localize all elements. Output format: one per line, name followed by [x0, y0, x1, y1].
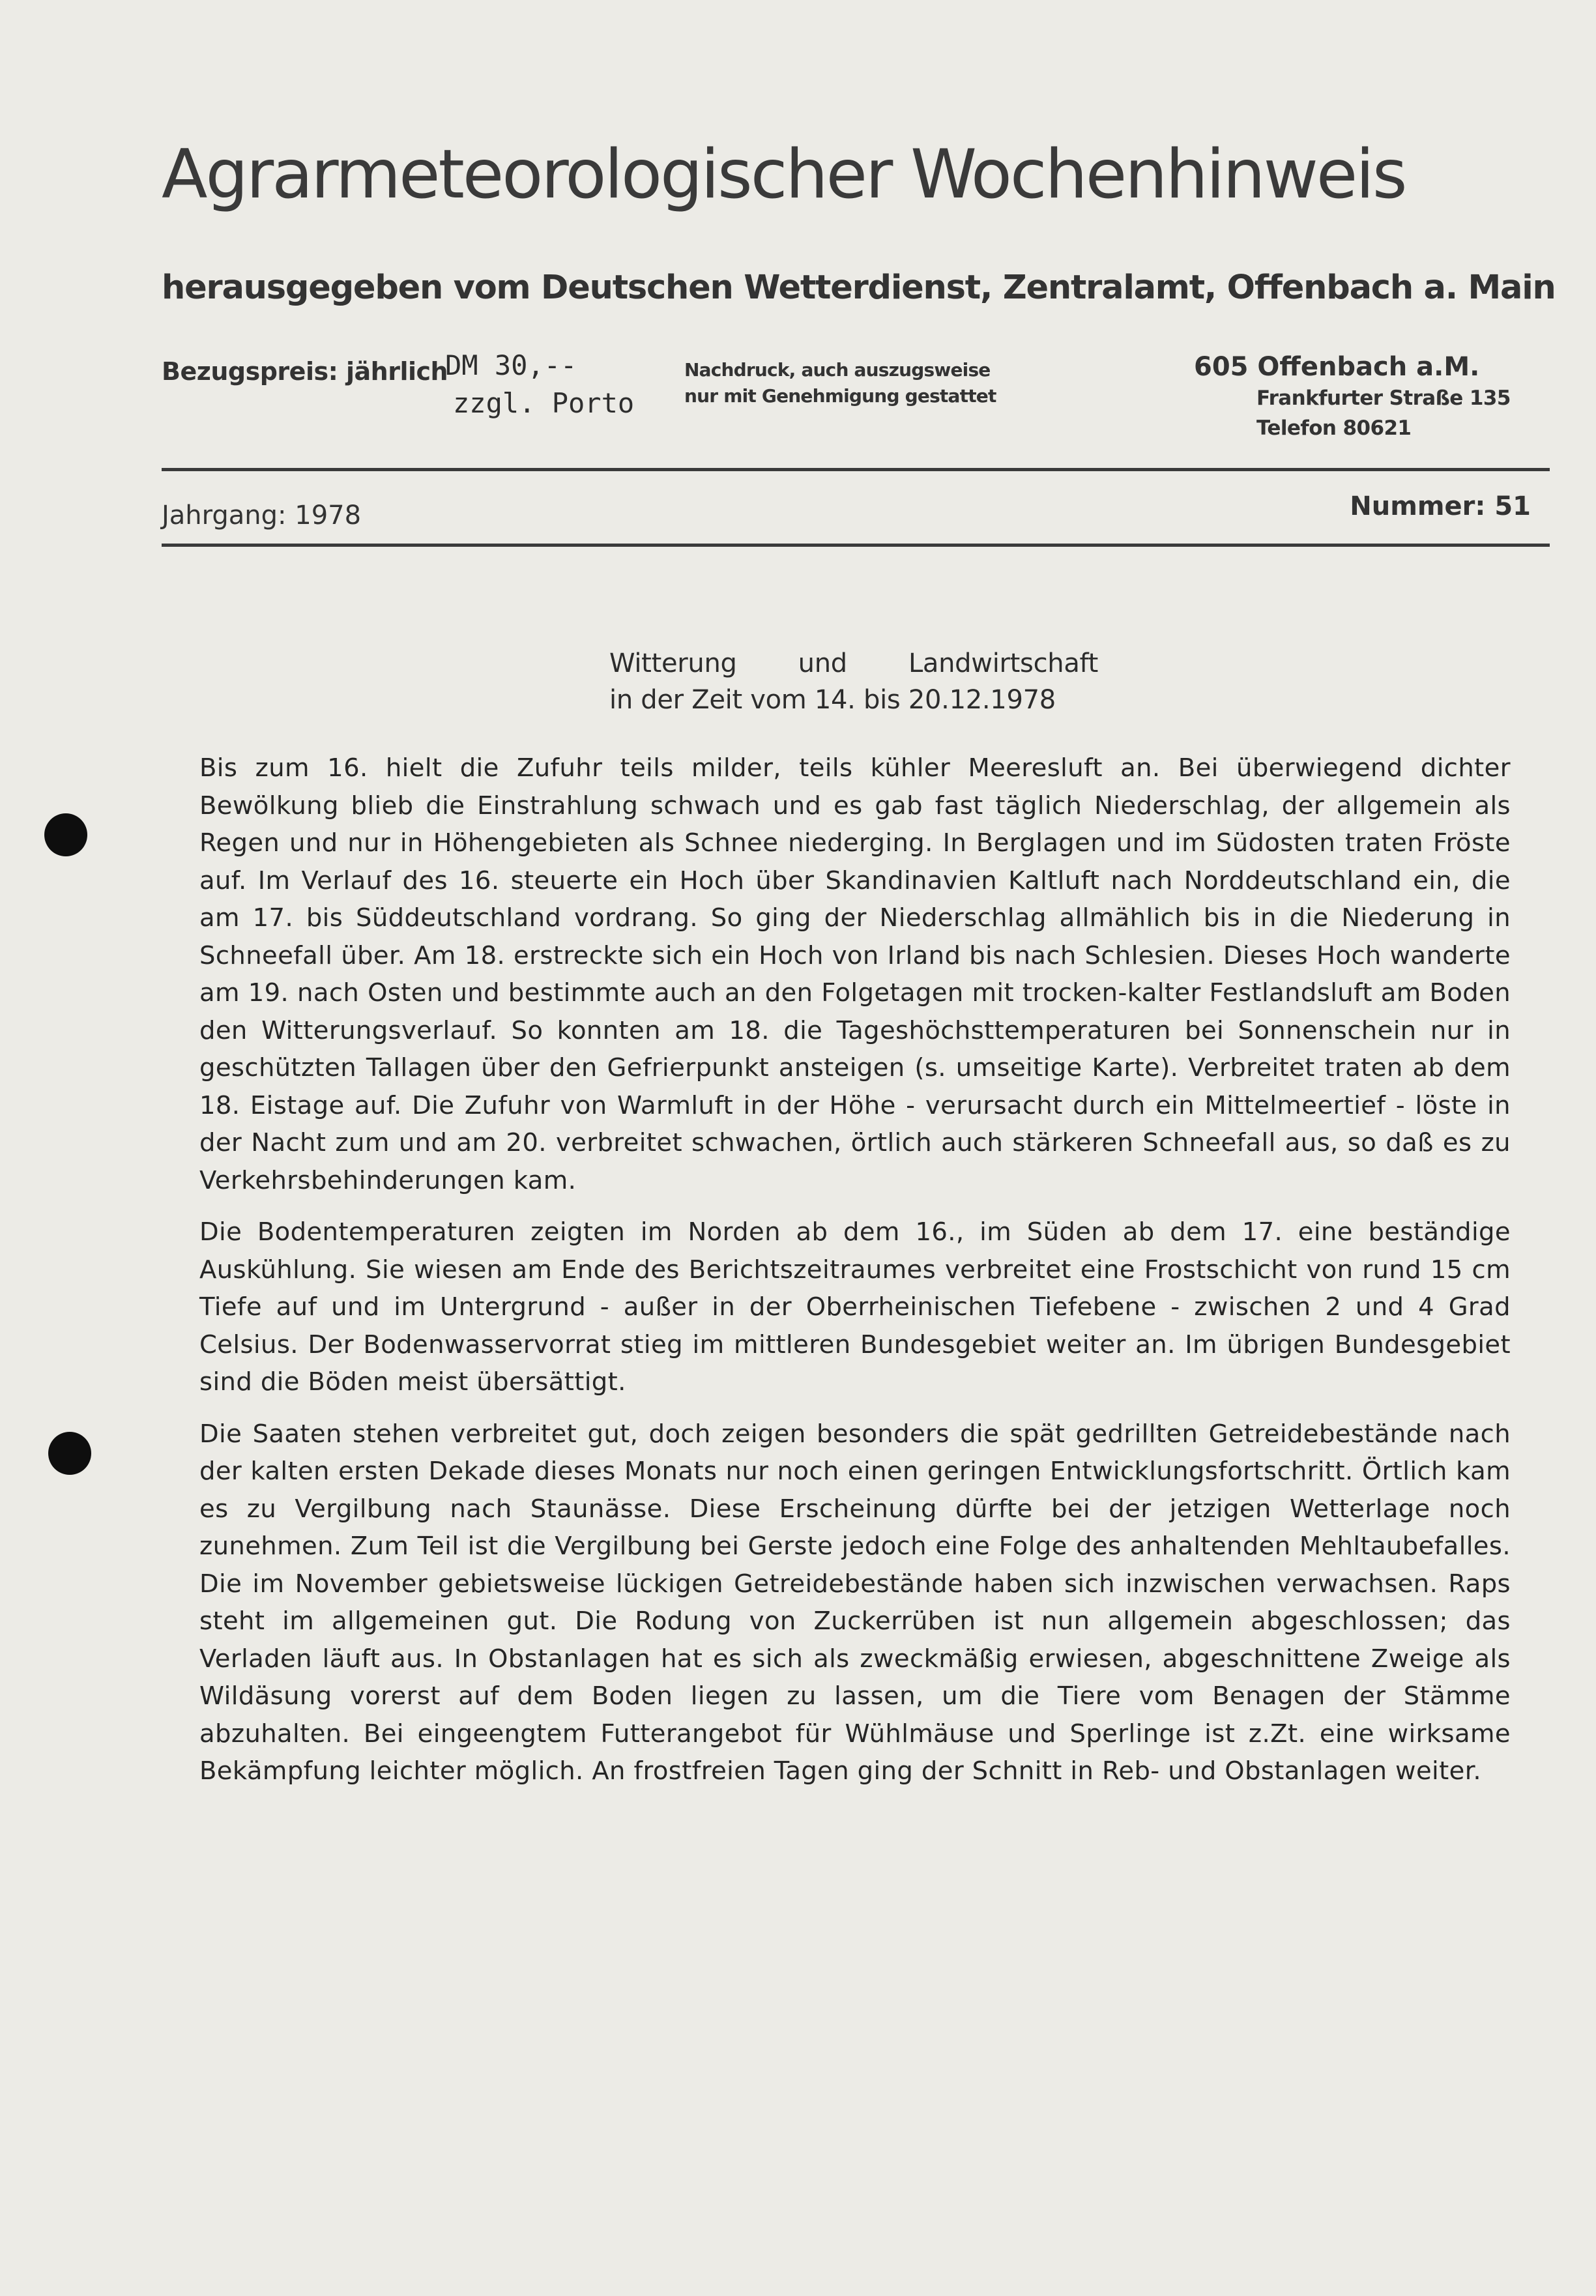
- paragraph-crops: Die Saaten stehen verbreitet gut, doch zeigen besonders die spät gedrillten Getreidebestände nach der kalten ersten Dekade dieses Monats nur noch einen geringen Entwicklungsfortschritt. Örtlich kam es zu Vergilbung nach Staunässe. Diese Erscheinung dürfte bei der jetzigen Wetterlage noch zunehmen. Zum Teil ist die Vergilbung bei Gerste jedoch eine Folge des anhaltenden Mehltaubefalles. Die im November gebietsweise lückigen Getreidebestände haben sich inzwischen verwachsen. Raps steht im allgemeinen gut. Die Rodung von Zuckerrüben ist nun allgemein abgeschlossen; das Verladen läuft aus. In Obstanlagen hat es sich als zweckmäßig erwiesen, abgeschnittene Zweige als Wildäsung vorerst auf dem Boden liegen zu lassen, um die Tiere vom Benagen der Stämme abzuhalten. Bei eingeengtem Futterangebot für Wühlmäuse und Sperlinge ist z.Zt. eine wirksame Bekämpfung leichter möglich. An frostfreien Tagen ging der Schnitt in Reb- und Obstanlagen weiter.: [199, 1419, 1511, 1786]
- article-body: [199, 749, 1511, 1805]
- article-heading: [609, 645, 1105, 718]
- paragraph-soil: Die Bodentemperaturen zeigten im Norden ab dem 16., im Süden ab dem 17. eine beständige Auskühlung. Sie wiesen am Ende des Berichtszeitraumes verbreitet eine Frostschicht von rund 15 cm Tiefe auf und im Untergrund - außer in der Oberrheinischen Tiefebene - zwischen 2 und 4 Grad Celsius. Der Bodenwasservorrat stieg im mittleren Bundesgebiet weiter an. Im übrigen Bundesgebiet sind die Böden meist übersättigt.: [199, 1217, 1511, 1397]
- price-label: Bezugspreis: jährlich: [162, 357, 448, 386]
- paragraph-weather: Bis zum 16. hielt die Zufuhr teils milder, teils kühler Meeresluft an. Bei überwiegend dichter Bewölkung blieb die Einstrahlung schwach und es gab fast täglich Niederschlag, der allgemein als Regen und nur in Höhengebieten als Schnee niederging. In Berglagen und im Südosten traten Fröste auf. Im Verlauf des 16. steuerte ein Hoch über Skandinavien Kaltluft nach Norddeutschland ein, die am 17. bis Süddeutschland vordrang. So ging der Niederschlag allmählich bis in die Niederung in Schneefall über. Am 18. erstreckte sich ein Hoch von Irland bis nach Schlesien. Dieses Hoch wanderte am 19. nach Osten und bestimmte auch an den Folgetagen mit trocken-kalter Festlandsluft am Boden den Witterungsverlauf. So konnten am 18. die Tageshöchsttemperaturen bei Sonnenschein nur in geschützten Tallagen über den Gefrierpunkt ansteigen (s. umseitige Karte). Verbreitet traten ab dem 18. Eistage auf. Die Zufuhr von Warmluft in der Höhe - verursacht durch ein Mittelmeertief - löste in der Nacht zum und am 20. verbreitet schwachen, örtlich auch stärkeren Schneefall aus, so daß es zu Verkehrsbehinderungen kam.: [199, 753, 1511, 1195]
- heading-word-1: Witterung: [609, 648, 737, 678]
- punch-hole-top: [44, 813, 87, 856]
- address-phone: Telefon 80621: [1256, 416, 1412, 440]
- issue-number: Nummer: 51: [1350, 491, 1531, 521]
- article-heading-line-2: in der Zeit vom 14. bis 20.12.1978: [609, 685, 1056, 715]
- publication-title: Agrarmeteorologischer Wochenhinweis: [162, 136, 1406, 214]
- price-extra: zzgl. Porto: [453, 387, 635, 419]
- heading-word-3: Landwirtschaft: [908, 648, 1098, 678]
- heading-word-2: und: [798, 648, 847, 678]
- price-block: [445, 347, 634, 422]
- header-divider-bottom: [162, 544, 1550, 547]
- publisher-line: herausgegeben vom Deutschen Wetterdienst, Zentralamt, Offenbach a. Main: [162, 269, 1556, 307]
- reprint-line-2: nur mit Genehmigung gestattet: [684, 385, 996, 407]
- issue-year: Jahrgang: 1978: [162, 501, 362, 530]
- reprint-line-1: Nachdruck, auch auszugsweise: [684, 359, 991, 381]
- address-street: Frankfurter Straße 135: [1256, 386, 1511, 410]
- address-city: 605 Offenbach a.M.: [1194, 352, 1480, 382]
- price-value: DM 30,--: [445, 349, 577, 381]
- header-divider-top: [162, 468, 1550, 471]
- reprint-notice: [684, 357, 996, 409]
- article-heading-line-1: [609, 645, 1098, 682]
- publisher-address: [1194, 351, 1511, 443]
- punch-hole-bottom: [48, 1432, 91, 1475]
